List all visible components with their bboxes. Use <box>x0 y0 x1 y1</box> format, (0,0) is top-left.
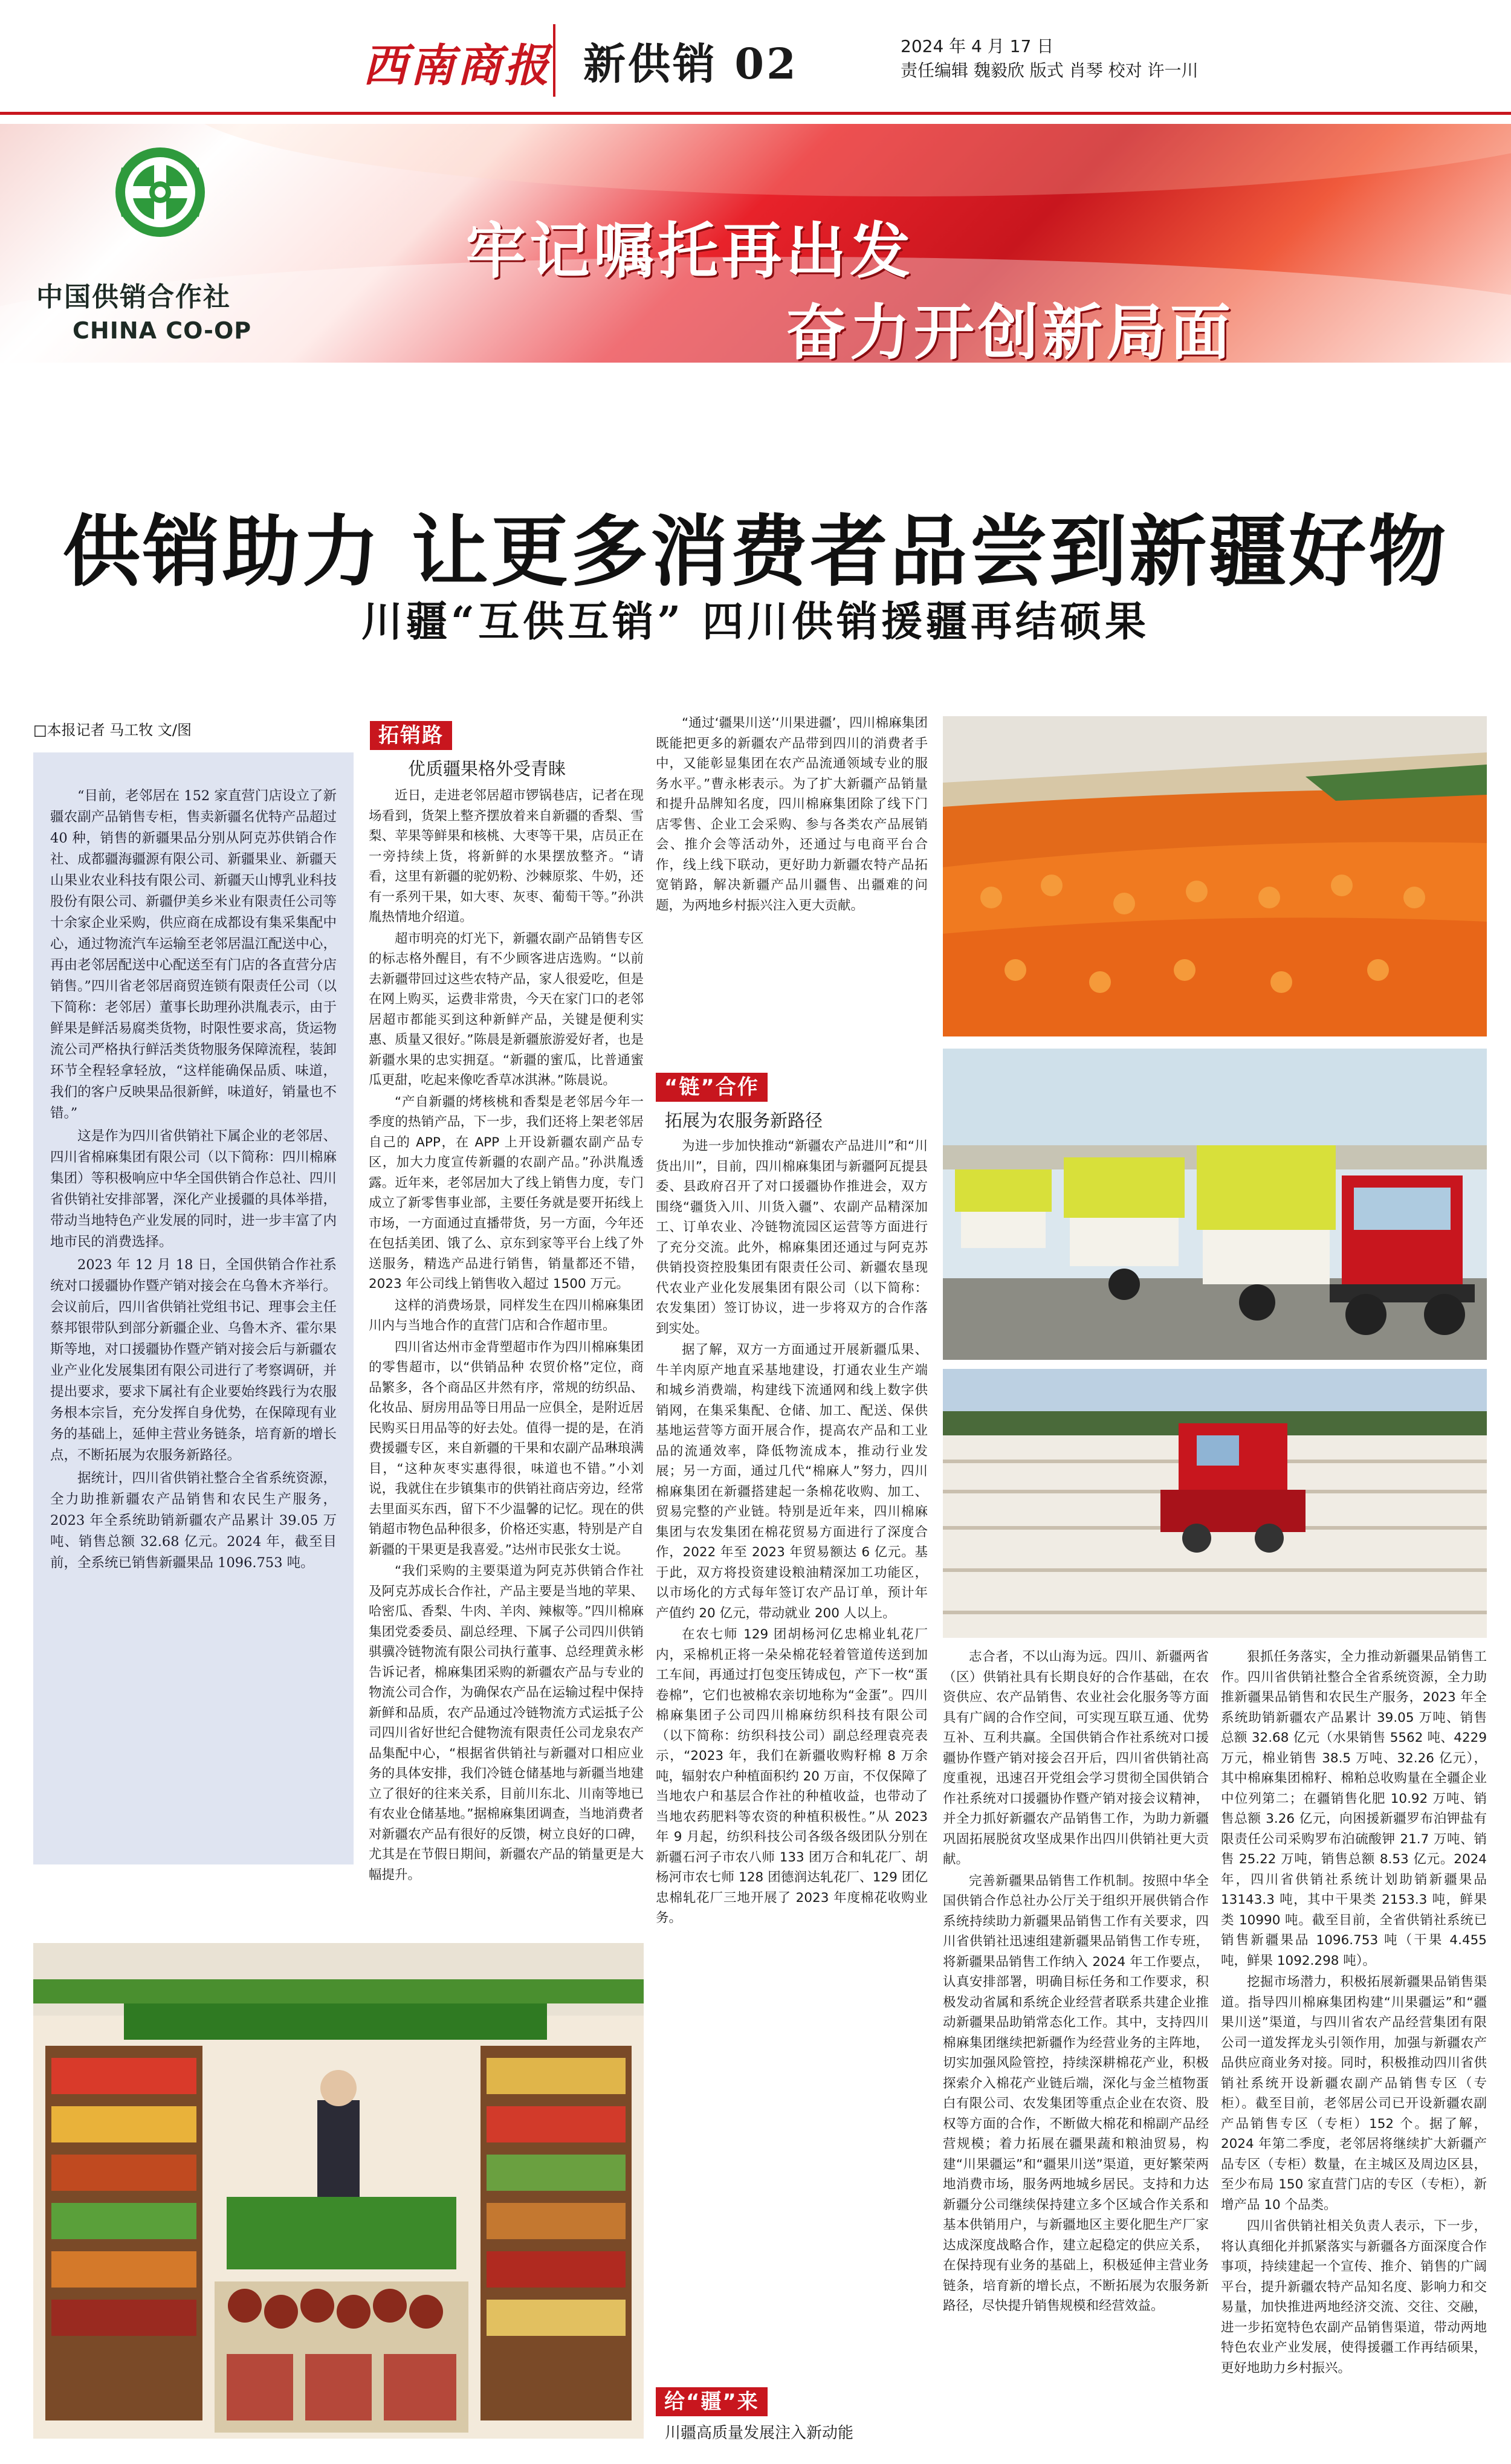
section-title: 拓展为农服务新路径 <box>665 1110 823 1131</box>
cotton-harvester-photo <box>943 1369 1487 1638</box>
banner-slogan-1: 牢记嘱托再出发 <box>465 216 914 286</box>
article-column <box>656 713 928 1067</box>
body-paragraph: 在农七师 129 团胡杨河亿忠棉业轧花厂内，采棉机正将一朵朵棉花轻着管道传送到加工车间，再通过打包变压铸成包，产下一枚“蛋卷棉”，它们也被棉农亲切地称为“金蛋”。四川棉麻集团子公司四川棉麻纺织科技有限公司（以下简称：纺织科技公司）副总经理袁亮表示，“2023 年，我们在新疆收购籽棉 8 万余吨，辐射农户种植面积约 20 万亩，不仅保障了当地农户和基层合作社的种植收益，也带动了当地农药肥料等农资的种植积极性。”从 2023 年 9 月起，纺织科技公司各级各级团队分别在新疆石河子市农八师 133 团万合和轧花厂、胡杨河市农七师 128 团德润达轧花厂、129 团亿忠棉轧花厂三地开展了 2023 年度棉花收购业务。 <box>656 1627 928 1926</box>
oranges-photo <box>943 716 1487 1036</box>
coop-name-en: CHINA CO-OP <box>73 317 252 344</box>
store-photo <box>33 1943 644 2439</box>
section-title: 川疆高质量发展注入新动能 <box>665 2424 854 2442</box>
section-tag: 拓销路 <box>370 721 452 750</box>
masthead-rule <box>0 112 1511 115</box>
body-paragraph: 狠抓任务落实，全力推动新疆果品销售工作。四川省供销社整合全省系统资源，全力助推新疆果品销售和农民生产服务，2023 年全系统助销新疆农产品累计 39.05 万吨、销售总额 32.68 亿元（水果销售 5562 吨、4229 万元，棉业销售 38.5 万吨、32.26 亿元），其中棉麻集团棉籽、棉粕总收购量在全疆企业中位列第二；在疆销售化肥 10.92 万吨、销售总额 3.26 亿元，向困援新疆罗布泊钾盐有限责任公司采购罗布泊硫酸钾 21.7 万吨、销售 25.22 万吨，销售总额 8.53 亿元。2024 年，四川省供销社系统计划助销新疆果品 13143.3 吨，其中干果类 2153.3 吨，鲜果类 10990 吨。截至目前，全省供销社系统已销售新疆果品 1096.753 吨（干果 4.455 吨，鲜果 1092.298 吨）。 <box>1221 1649 1487 1968</box>
coop-name-cn: 中国供销合作社 <box>36 282 231 312</box>
section-title: 新供销 02 <box>583 39 798 89</box>
cotton-trucks-photo <box>943 1049 1487 1360</box>
banner-wave <box>181 124 1511 196</box>
lead-paragraph: 据统计，四川省供销社整合全省系统资源，全力助推新疆农产品销售和农民生产服务，2023 年全系统助销新疆农产品累计 39.05 万吨、销售总额 32.68 亿元。2024 年，截至目前，全系统已销售新疆果品 1096.753 吨。 <box>50 1470 337 1571</box>
article-subhead: 川疆“互供互销” 四川供销援疆再结硕果 <box>361 598 1150 646</box>
body-paragraph: 超市明亮的灯光下，新疆农副产品销售专区的标志格外醒目，有不少顾客进店选购。“以前去新疆带回过这些农特产品，家人很爱吃，但是在网上购买，运费非常贵，今天在家门口的老邻居超市都能买到这种新鲜产品，关键是便利实惠、质量又很好。”陈晨是新疆旅游爱好者，也是新疆水果的忠实拥趸。“新疆的蜜瓜，比普通蜜瓜更甜，吃起来像吃香草冰淇淋。”陈晨说。 <box>369 931 644 1088</box>
body-paragraph: 挖掘市场潜力，积极拓展新疆果品销售渠道。指导四川棉麻集团构建“川果疆运”和“疆果川送”渠道，与四川省农产品经营集团有限公司一道发挥龙头引领作用，加强与新疆农产品供应商业务对接。同时，积极推动四川省供销社系统开设新疆农副产品销售专区（专柜）。截至目前，老邻居公司已开设新疆农副产品销售专区（专柜）152 个。据了解，2024 年第二季度，老邻居将继续扩大新疆产品专区（专柜）数量，在主城区及周边区县，至少布局 150 家直营门店的专区（专柜），新增产品 10 个品类。 <box>1221 1974 1487 2213</box>
body-paragraph: “通过‘疆果川送’‘川果进疆’，四川棉麻集团既能把更多的新疆农产品带到四川的消费者手中，又能彰显集团在农产品流通领域专业的服务水平。”曹永彬表示。为了扩大新疆产品销量和提升品牌知名度，四川棉麻集团除了线下门店零售、企业工会采购、参与各类农产品展销会、推介会等活动外，还通过与电商平台合作，线上线下联动，更好助力新疆农特产品拓宽销路，解决新疆产品川疆售、出疆难的问题，为两地乡村振兴注入更大贡献。 <box>656 716 928 913</box>
body-paragraph: 完善新疆果品销售工作机制。按照中华全国供销合作总社办公厅关于组织开展供销合作系统持续助力新疆果品销售工作有关要求，四川省供销社迅速组建新疆果品销售工作专班，将新疆果品销售工作纳入 2024 年工作要点，认真安排部署，明确目标任务和工作要求，积极发动省属和系统企业经营者联系共建企业推动新疆果品助销常态化工作。其中，支持四川棉麻集团继续把新疆作为经营业务的主阵地，切实加强风险管控，持续深耕棉花产业，积极探索介入棉花产业链后端，深化与金兰植物蛋白有限公司、农发集团等重点企业在农资、股权等方面的合作，不断做大棉花和棉副产品经营规模；着力拓展在疆果蔬和粮油贸易，构建“川果疆运”和“疆果川送”渠道，更好繁荣两地消费市场，服务两地城乡居民。支持和力达新疆分公司继续保持建立多个区域合作关系和基本供销用户，与新疆地区主要化肥生产厂家达成深度战略合作，建立起稳定的供应关系，在保持现有业务的基础上，积极延伸主营业务链条，培育新的增长点，不断拓展为农服务新路径，尽快提升销售规模和经营效益。 <box>943 1873 1209 2314</box>
section-tag: 给“疆”来 <box>656 2387 768 2416</box>
body-paragraph: “我们采购的主要渠道为阿克苏供销合作社及阿克苏成长合作社，产品主要是当地的苹果、哈密瓜、香梨、牛肉、羊肉、辣椒等。”四川棉麻集团党委委员、副总经理、下属子公司四川供销骐骥冷链物流有限公司执行董事、总经理黄永彬告诉记者，棉麻集团采购的新疆农产品与专业的物流公司合作，为确保农产品在运输过程中保持新鲜和品质，农产品通过冷链物流方式运抵子公司四川省好世纪合健物流有限责任公司龙泉农产品集配中心，“根据省供销社与新疆对口相应业务的具体安排，我们冷链仓储基地与新疆当地建立了很好的往来关系，目前川东北、川南等地已有农业仓储基地。”据棉麻集团调查，当地消费者对新疆农产品有很好的反馈，树立良好的口碑，尤其是在节假日期间，新疆农产品的销量更是大幅提升。 <box>369 1563 644 1883</box>
cotton-harvester-icon <box>943 1369 1487 1638</box>
article-column <box>943 1647 1209 2445</box>
editorial-staff: 责任编辑 魏毅欣 版式 肖琴 校对 许一川 <box>901 60 1199 80</box>
issue-date: 2024 年 4 月 17 日 <box>901 36 1054 56</box>
cotton-trucks-icon <box>943 1049 1487 1360</box>
body-paragraph: 志合者，不以山海为远。四川、新疆两省（区）供销社具有长期良好的合作基础，在农资供应、农产品销售、农业社会化服务等方面具有广阔的合作空间，可实现互联互通、优势互补、互利共赢。全国供销合作社系统对口援疆协作暨产销对接会召开后，四川省供销社高度重视，迅速召开党组会学习贯彻全国供销合作社系统对口援疆协作暨产销对接会议精神，并全力抓好新疆农产品销售工作，为助力新疆巩固拓展脱贫攻坚成果作出四川供销社更大贡献。 <box>943 1649 1209 1867</box>
section-tag: “链”合作 <box>656 1073 768 1102</box>
body-paragraph: 近日，走进老邻居超市锣锅巷店，记者在现场看到，货架上整齐摆放着来自新疆的香梨、雪梨、苹果等鲜果和核桃、大枣等干果，店员正在一旁持续上货，将新鲜的水果摆放整齐。“请看，这里有新疆的驼奶粉、沙棘原浆、牛奶，还有一系列干果，如大枣、灰枣、葡萄干等。”孙洪胤热情地介绍道。 <box>369 788 644 925</box>
body-paragraph: 据了解，双方一方面通过开展新疆瓜果、牛羊肉原产地直采基地建设，打通农业生产端和城乡消费端，构建线下流通网和线上数字供销网，在集采集配、仓储、加工、配送、保供基地运营等方面开展合作，提高农产品和工业品的流通效率，降低物流成本，推动行业发展；另一方面，通过几代“棉麻人”努力，四川棉麻集团在新疆搭建起一条棉花收购、加工、贸易完整的产业链。特别是近年来，四川棉麻集团与农发集团在棉花贸易方面进行了深度合作，2022 年至 2023 年贸易额达 6 亿元。基于此，双方将投资建设粮油精深加工功能区，以市场化的方式每年签订农产品订单，预计年产值约 20 亿元，带动就业 200 人以上。 <box>656 1342 928 1621</box>
body-paragraph: 这样的消费场景，同样发生在四川棉麻集团川内与当地合作的直营门店和合作超市里。 <box>369 1298 644 1333</box>
article-column <box>656 1136 928 1934</box>
article-column <box>369 786 644 1931</box>
lead-paragraph: “目前，老邻居在 152 家直营门店设立了新疆农副产品销售专柜，售卖新疆名优特产品超过 40 种，销售的新疆果品分别从阿克苏供销合作社、成都疆海疆源有限公司、新疆果业、新疆天山果业农业科技有限公司、新疆天山博乳业科技股份有限公司、新疆伊美乡米业有限责任公司等十余家企业采购，供应商在成都设有集采集配中心，通过物流汽车运输至老邻居温江配送中心，再由老邻居配送中心配送至有门店的各直营分店销售。”四川省老邻居商贸连锁有限责任公司（以下简称：老邻居）董事长助理孙洪胤表示，由于鲜果是鲜活易腐类货物，时限性要求高，货运物流公司严格执行鲜活类货物服务保障流程，装卸环节全程轻拿轻放，“这样能确保品质、味道，我们的客户反映果品很新鲜，味道好，销量也不错。” <box>50 788 337 1121</box>
article-column <box>1221 1647 1487 2445</box>
masthead <box>0 0 1511 115</box>
lead-paragraph: 2023 年 12 月 18 日，全国供销合作社系统对口援疆协作暨产销对接会在乌鲁木齐举行。会议前后，四川省供销社党组书记、理事会主任蔡邦银带队到部分新疆企业、乌鲁木齐、霍尔果斯等地，对口援疆协作暨产销对接会后与新疆农业产业化发展集团有限公司进行了考察调研，并提出要求，要求下属社有企业要始终践行为农服务根本宗旨，充分发挥自身优势，在保障现有业务的基础上，延伸主营业务链条，培育新的增长点，不断拓展为农服务新路径。 <box>50 1257 337 1463</box>
newspaper-logo: 西南商报 <box>363 40 551 92</box>
section-title: 优质疆果格外受青睐 <box>408 758 566 779</box>
banner-slogan-2: 奋力开创新局面 <box>786 297 1234 368</box>
body-paragraph: 为进一步加快推动“新疆农产品进川”和“川货出川”，目前，四川棉麻集团与新疆阿瓦提县委、县政府召开了对口援疆协作推进会，双方围绕“疆货入川、川货入疆”、农副产品精深加工、订单农业、冷链物流园区运营等方面进行了充分交流。此外，棉麻集团还通过与阿克苏供销投资控股集团有限责任公司、新疆农垦现代农业产业化发展集团有限公司（以下简称：农发集团）签订协议，进一步将双方的合作落到实处。 <box>656 1139 928 1336</box>
byline: □本报记者 马工牧 文/图 <box>33 722 192 739</box>
store-shelves-icon <box>33 1943 644 2439</box>
lead-paragraph: 这是作为四川省供销社下属企业的老邻居、四川省棉麻集团有限公司（以下简称：四川棉麻集团）等积极响应中华全国供销合作总社、四川省供销社安排部署，深化产业援疆的具体举措，带动当地特色产业发展的同时，进一步丰富了内地市民的消费选择。 <box>50 1128 337 1250</box>
coop-logo-icon <box>112 144 209 241</box>
oranges-icon <box>943 716 1487 1036</box>
body-paragraph: 四川省供销社相关负责人表示，下一步，将认真细化并抓紧落实与新疆各方面深度合作事项，持续建起一个宣传、推介、销售的广阔平台，提升新疆农特产品知名度、影响力和交易量，加快推进两地经济交流、交往、交融，进一步拓宽特色农副产品销售渠道，带动两地特色农业产业发展，使得援疆工作再结硕果，更好地助力乡村振兴。 <box>1221 2219 1487 2376</box>
masthead-divider <box>553 24 555 97</box>
article-headline: 供销助力 让更多消费者品尝到新疆好物 <box>62 507 1449 597</box>
lead-column <box>33 752 354 1864</box>
body-paragraph: 四川省达州市金背塑超市作为四川棉麻集团的零售超市，以“供销品种 农贸价格”定位，商品繁多，各个商品区井然有序，常规的纺织品、化妆品、厨房用品等日用品一应俱全，是附近居民购买日用品等的好去处。值得一提的是，在消费援疆专区，来自新疆的干果和农副产品琳琅满目，“这种灰枣实惠得很，味道也不错。”小刘说，我就住在步镇集市的供销社商店旁边，经常去里面买东西，留下不少温馨的记忆。现在的供销超市物色品种很多，价格还实惠，特别是产自新疆的干果更是我喜爱。”达州市民张女士说。 <box>369 1339 644 1557</box>
body-paragraph: “产自新疆的烤核桃和香梨是老邻居今年一季度的热销产品，下一步，我们还将上架老邻居自己的 APP，在 APP 上开设新疆农副产品专区，加大力度宣传新疆的农副产品。”孙洪胤透露。近年来，老邻居加大了线上销售力度，专门成立了新零售事业部，主要任务就是要开拓线上市场，一方面通过直播带货，另一方面，今年还在包括美团、饿了么、京东到家等平台上线了外送服务，精选产品进行销售，销量都还不错，2023 年公司线上销售收入超过 1500 万元。 <box>369 1094 644 1292</box>
